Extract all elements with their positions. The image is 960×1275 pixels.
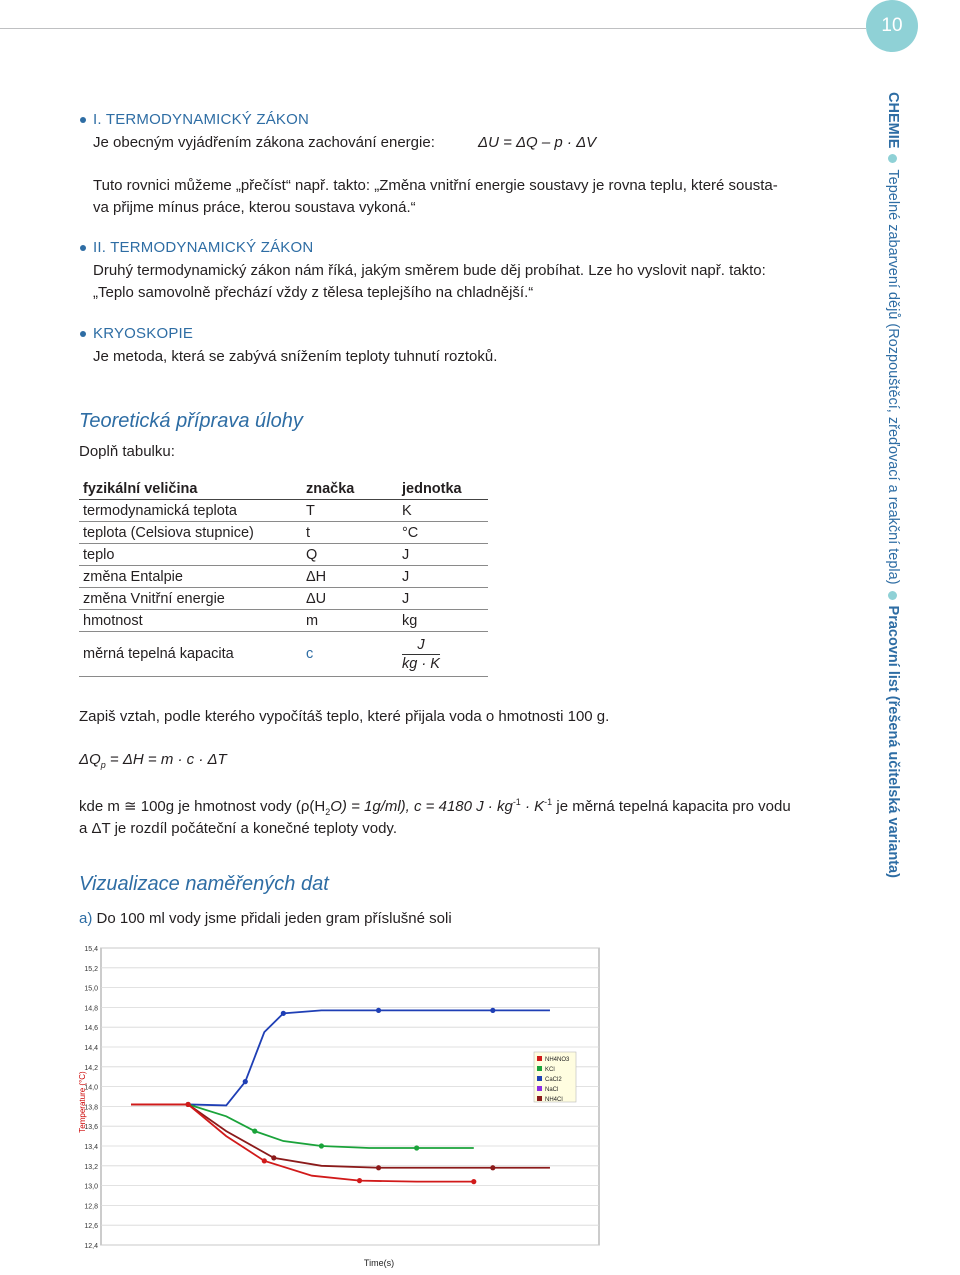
legend-label: KCl <box>545 1067 555 1073</box>
variant-label: Pracovní list (řešená učitelská varianta) <box>885 605 901 878</box>
table-cell: teplo <box>79 544 302 566</box>
y-axis-label: Temperature (°C) <box>78 1071 87 1133</box>
table-cell: teplota (Celsiova stupnice) <box>79 522 302 544</box>
table-cell: ΔU <box>302 588 398 610</box>
table-cell: t <box>302 522 398 544</box>
cryoscopy-line1: Je metoda, která se zabývá snížením teploty tuhnutí roztoků. <box>93 348 498 365</box>
y-tick-label: 15,0 <box>84 985 98 993</box>
data-point <box>376 1165 381 1170</box>
legend-label: CaCl2 <box>545 1077 562 1083</box>
table-row <box>79 610 488 632</box>
x-axis-label: Time(s) <box>363 1258 395 1268</box>
fraction-numerator: J <box>402 636 440 655</box>
table-cell: změna Entalpie <box>79 566 302 588</box>
y-tick-label: 15,2 <box>84 965 98 973</box>
data-point <box>490 1165 495 1170</box>
data-point <box>281 1011 286 1016</box>
dot-icon <box>888 591 897 600</box>
data-point <box>490 1008 495 1013</box>
unit-fraction <box>402 636 440 673</box>
explain-part: kde m ≅ 100g je hmotnost vody (ρ(H <box>79 798 326 815</box>
legend-marker <box>537 1086 542 1091</box>
y-tick-label: 14,0 <box>84 1084 98 1092</box>
bullet-icon <box>80 331 86 337</box>
table-cell: měrná tepelná kapacita <box>79 632 302 677</box>
eq-lhs: ΔQ <box>79 751 101 768</box>
table-row <box>79 500 488 522</box>
table-cell: termodynamická teplota <box>79 500 302 522</box>
table-header-cell: značka <box>302 478 398 500</box>
data-point <box>252 1129 257 1134</box>
legend-label: NH4Cl <box>545 1097 563 1103</box>
legend-marker <box>537 1076 542 1081</box>
first-law-formula: ΔU = ΔQ – p · ΔV <box>478 134 597 151</box>
table-row <box>79 632 488 677</box>
top-rule <box>0 28 866 29</box>
table-cell: K <box>398 500 488 522</box>
plot-frame <box>101 948 599 1245</box>
data-point <box>271 1155 276 1160</box>
table-cell <box>398 632 488 677</box>
explain-part: O) = 1g/ml), c = 4180 J · kg <box>330 798 513 815</box>
legend-marker <box>537 1096 542 1101</box>
table-row <box>79 522 488 544</box>
explanation-line2: a ΔT je rozdíl počáteční a konečné teploty vody. <box>79 820 397 837</box>
explain-sup: -1 <box>544 797 553 807</box>
table-header-cell: fyzikální veličina <box>79 478 302 500</box>
page-number-badge: 10 <box>866 0 918 52</box>
data-point <box>262 1158 267 1163</box>
fraction-denominator: kg · K <box>402 655 440 672</box>
table-cell: J <box>398 544 488 566</box>
heat-equation <box>79 749 227 776</box>
table-cell: J <box>398 588 488 610</box>
y-tick-label: 13,0 <box>84 1183 98 1191</box>
data-point <box>243 1079 248 1084</box>
y-tick-label: 13,6 <box>84 1124 98 1132</box>
eq-sub: p <box>100 760 106 770</box>
y-tick-label: 14,6 <box>84 1025 98 1033</box>
y-tick-label: 14,8 <box>84 1005 98 1013</box>
bullet-icon <box>80 117 86 123</box>
y-tick-label: 13,8 <box>84 1104 98 1112</box>
table-cell: T <box>302 500 398 522</box>
eq-rhs: = ΔH = m · c · ΔT <box>105 751 227 768</box>
y-tick-label: 15,4 <box>84 946 98 953</box>
explain-sup: -1 <box>512 797 521 807</box>
y-tick-label: 13,4 <box>84 1144 98 1151</box>
dot-icon <box>888 154 897 163</box>
table-row <box>79 566 488 588</box>
item-text: Do 100 ml vody jsme přidali jeden gram příslušné soli <box>92 910 452 927</box>
table-cell: c <box>302 632 398 677</box>
temperature-chart <box>79 942 600 1270</box>
visualization-heading: Vizualizace naměřených dat <box>79 873 329 895</box>
explain-sub: 2 <box>325 807 331 817</box>
subject-label: CHEMIE <box>885 92 901 149</box>
first-law-line1: Je obecným vyjádřením zákona zachování energie: <box>93 134 435 151</box>
table-header-row <box>79 478 488 500</box>
task-text: Zapiš vztah, podle kterého vypočítáš teplo, které přijala voda o hmotnosti 100 g. <box>79 708 610 725</box>
explain-part: · K <box>520 798 545 815</box>
legend-label: NH4NO3 <box>545 1057 570 1063</box>
table-row <box>79 588 488 610</box>
y-tick-label: 12,4 <box>84 1243 98 1250</box>
data-point <box>357 1178 362 1183</box>
table-cell: J <box>398 566 488 588</box>
legend-label: NaCl <box>545 1087 559 1093</box>
theory-heading: Teoretická příprava úlohy <box>79 410 303 432</box>
explain-part: je měrná tepelná kapacita pro vodu <box>552 798 791 815</box>
table-cell: ΔH <box>302 566 398 588</box>
data-point <box>186 1102 191 1107</box>
y-tick-label: 13,2 <box>84 1163 98 1171</box>
y-tick-label: 14,2 <box>84 1064 98 1072</box>
visualization-item <box>79 908 452 930</box>
quantities-table <box>79 478 488 677</box>
legend-marker <box>537 1056 542 1061</box>
table-cell: kg <box>398 610 488 632</box>
item-letter: a) <box>79 910 93 927</box>
data-point <box>319 1143 324 1148</box>
first-law-line3: va přijme mínus práce, kterou soustava vykoná.“ <box>93 199 416 216</box>
y-tick-label: 14,4 <box>84 1045 98 1052</box>
first-law-title: I. TERMODYNAMICKÝ ZÁKON <box>93 111 310 128</box>
table-cell: Q <box>302 544 398 566</box>
second-law-line2: „Teplo samovolně přechází vždy z tělesa teplejšího na chladnější.“ <box>93 284 534 301</box>
y-tick-label: 12,8 <box>84 1203 98 1211</box>
legend-marker <box>537 1066 542 1071</box>
side-running-header <box>877 92 907 878</box>
data-point <box>471 1179 476 1184</box>
chart-svg <box>79 942 600 1270</box>
theory-instruction: Doplň tabulku: <box>79 443 175 460</box>
first-law-line2: Tuto rovnici můžeme „přečíst“ např. takto: „Změna vnitřní energie soustavy je rovna teplu, které sousta- <box>93 177 778 194</box>
data-point <box>376 1008 381 1013</box>
second-law-title: II. TERMODYNAMICKÝ ZÁKON <box>93 239 314 256</box>
table-row <box>79 544 488 566</box>
data-point <box>414 1145 419 1150</box>
table-cell: změna Vnitřní energie <box>79 588 302 610</box>
table-header-cell: jednotka <box>398 478 488 500</box>
table-cell: m <box>302 610 398 632</box>
cryoscopy-title: KRYOSKOPIE <box>93 325 194 342</box>
table-cell: hmotnost <box>79 610 302 632</box>
bullet-icon <box>80 245 86 251</box>
topic-label: Tepelné zabarvení dějů (Rozpouštěcí, zřeďovací a reakční tepla) <box>885 169 901 585</box>
second-law-line1: Druhý termodynamický zákon nám říká, jakým směrem bude děj probíhat. Lze ho vyslovit např. takto: <box>93 262 766 279</box>
table-cell: °C <box>398 522 488 544</box>
y-tick-label: 12,6 <box>84 1223 98 1231</box>
